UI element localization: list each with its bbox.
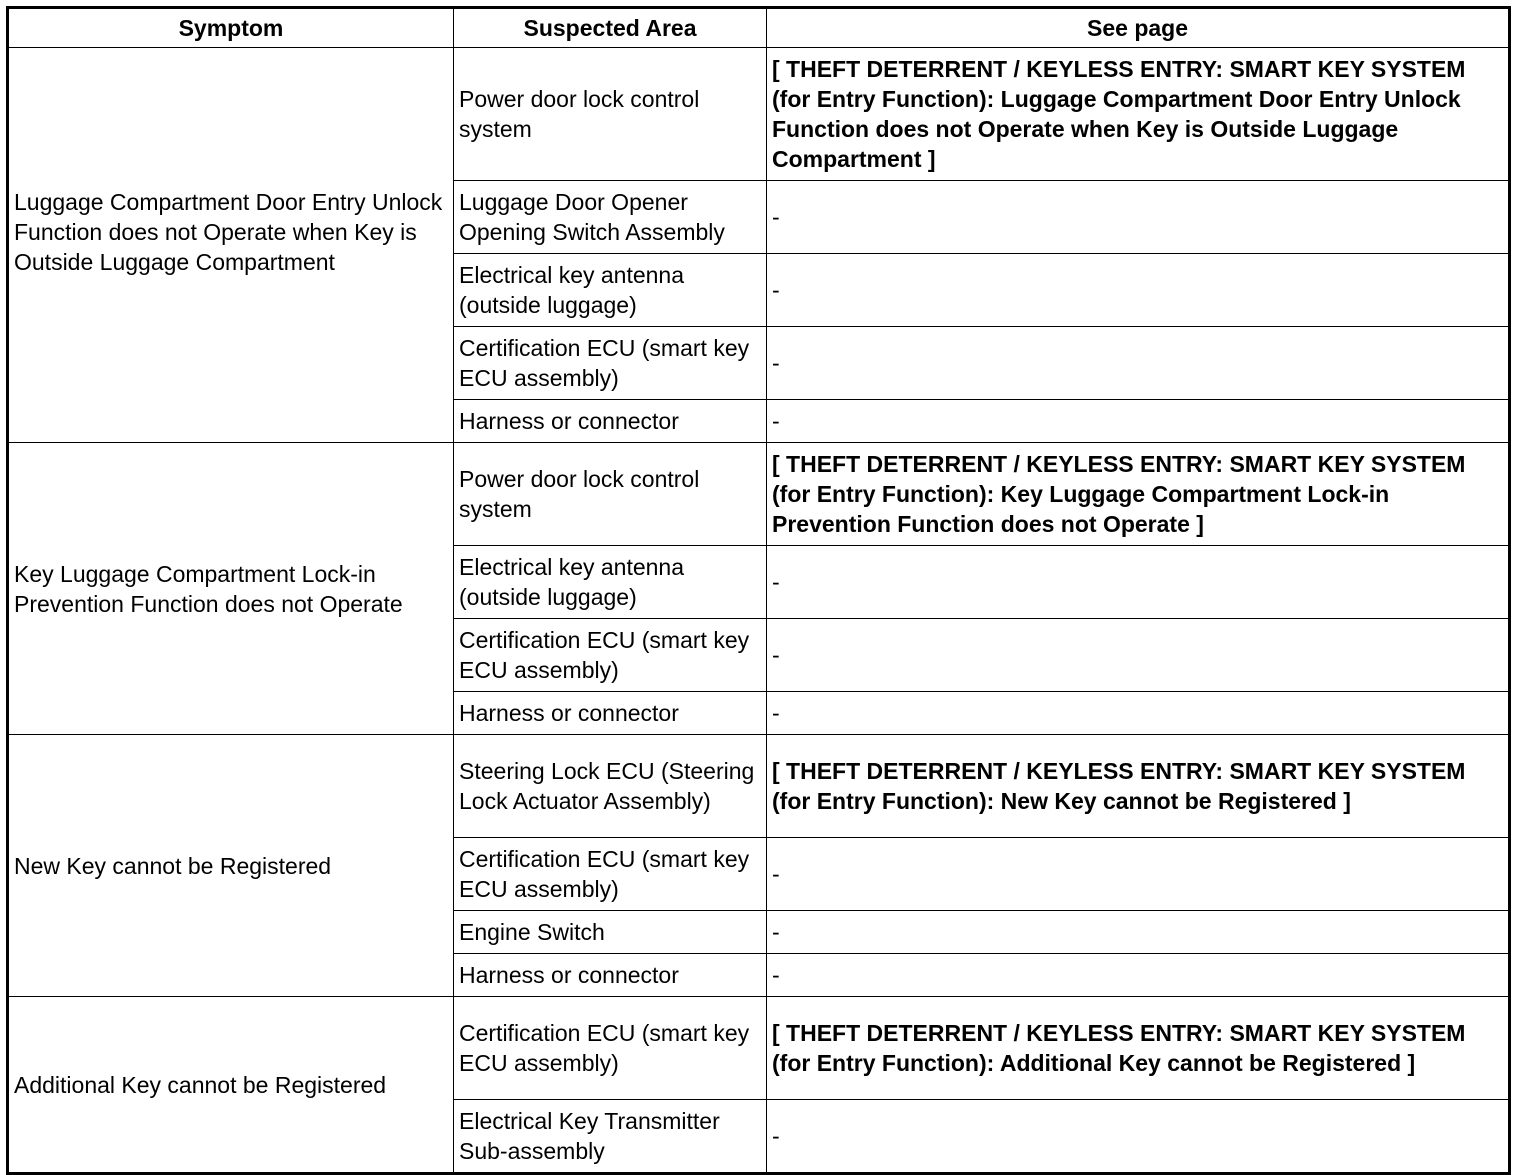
symptom-cell: Additional Key cannot be Registered: [8, 997, 454, 1174]
see-page-cell: -: [767, 954, 1510, 997]
suspected-area-cell: Electrical Key Transmitter Sub-assembly: [454, 1100, 767, 1174]
suspected-area-cell: Harness or connector: [454, 692, 767, 735]
header-suspected-area: Suspected Area: [454, 8, 767, 48]
suspected-area-cell: Certification ECU (smart key ECU assembly): [454, 619, 767, 692]
see-page-cell: -: [767, 619, 1510, 692]
suspected-area-cell: Engine Switch: [454, 911, 767, 954]
symptom-cell: Luggage Compartment Door Entry Unlock Function does not Operate when Key is Outside Luggage Compartment: [8, 48, 454, 443]
suspected-area-cell: Electrical key antenna (outside luggage): [454, 254, 767, 327]
suspected-area-cell: Luggage Door Opener Opening Switch Assembly: [454, 181, 767, 254]
suspected-area-cell: Power door lock control system: [454, 48, 767, 181]
header-see-page: See page: [767, 8, 1510, 48]
see-page-cell: -: [767, 546, 1510, 619]
see-page-cell: -: [767, 400, 1510, 443]
see-page-cell: -: [767, 911, 1510, 954]
header-symptom: Symptom: [8, 8, 454, 48]
see-page-cell: -: [767, 838, 1510, 911]
table-row: [8, 735, 1510, 838]
suspected-area-cell: Certification ECU (smart key ECU assembly): [454, 997, 767, 1100]
symptom-cell: Key Luggage Compartment Lock-in Prevention Function does not Operate: [8, 443, 454, 735]
see-page-cell: -: [767, 254, 1510, 327]
table-row: [8, 48, 1510, 181]
suspected-area-cell: Power door lock control system: [454, 443, 767, 546]
see-page-cell: -: [767, 181, 1510, 254]
suspected-area-cell: Electrical key antenna (outside luggage): [454, 546, 767, 619]
suspected-area-cell: Harness or connector: [454, 954, 767, 997]
table-row: [8, 443, 1510, 546]
problem-symptoms-table: [6, 6, 1511, 1175]
see-page-link[interactable]: [ THEFT DETERRENT / KEYLESS ENTRY: SMART KEY SYSTEM (for Entry Function): New Key cannot be Registered ]: [767, 735, 1510, 838]
suspected-area-cell: Steering Lock ECU (Steering Lock Actuator Assembly): [454, 735, 767, 838]
see-page-cell: -: [767, 327, 1510, 400]
suspected-area-cell: Certification ECU (smart key ECU assembly): [454, 327, 767, 400]
see-page-link[interactable]: [ THEFT DETERRENT / KEYLESS ENTRY: SMART KEY SYSTEM (for Entry Function): Luggage Compartment Door Entry Unlock Function does not Operate when Key is Outside Luggage Compartment ]: [767, 48, 1510, 181]
table-row: [8, 997, 1510, 1100]
suspected-area-cell: Certification ECU (smart key ECU assembly): [454, 838, 767, 911]
see-page-link[interactable]: [ THEFT DETERRENT / KEYLESS ENTRY: SMART KEY SYSTEM (for Entry Function): Additional Key cannot be Registered ]: [767, 997, 1510, 1100]
symptom-cell: New Key cannot be Registered: [8, 735, 454, 997]
see-page-link[interactable]: [ THEFT DETERRENT / KEYLESS ENTRY: SMART KEY SYSTEM (for Entry Function): Key Luggage Compartment Lock-in Prevention Function does not Operate ]: [767, 443, 1510, 546]
header-row: [8, 8, 1510, 48]
see-page-cell: -: [767, 1100, 1510, 1174]
suspected-area-cell: Harness or connector: [454, 400, 767, 443]
see-page-cell: -: [767, 692, 1510, 735]
